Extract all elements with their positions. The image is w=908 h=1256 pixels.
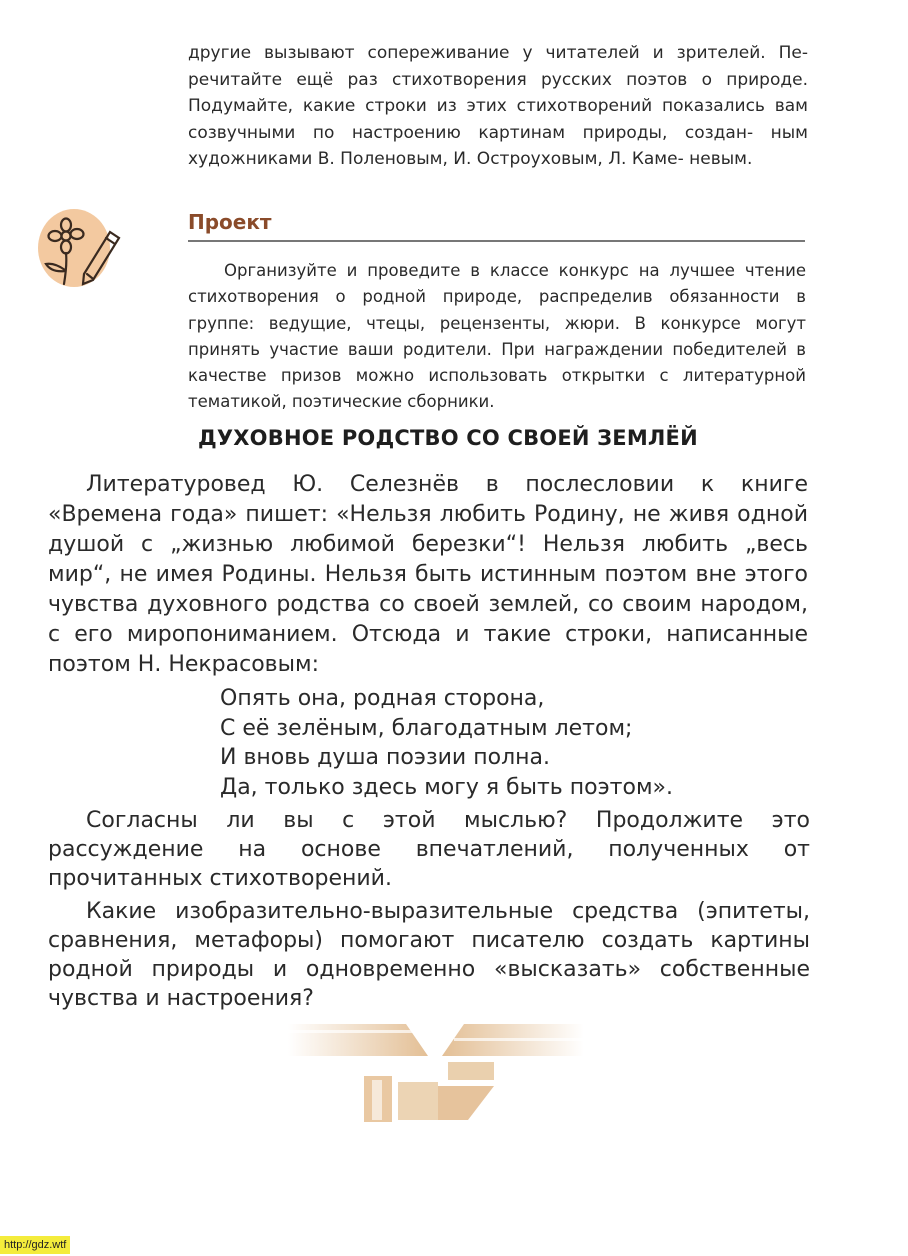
section-heading: ДУХОВНОЕ РОДСТВО СО СВОЕЙ ЗЕМЛЁЙ <box>198 426 698 450</box>
intro-line: другие вызывают сопереживание у читателей и зрителей. Пе- <box>188 43 808 63</box>
watermark-url: http://gdz.wtf <box>0 1236 70 1254</box>
main-paragraph-block <box>48 470 808 680</box>
main-paragraph: Литературовед Ю. Селезнёв в послесловии к книге «Времена года» пишет: «Нельзя любить Родину, не живя одной душой с „жизнью любимой березки“! Нельзя любить „весь мир“, не имея Родины. Нельзя быть истинным поэтом вне этого чувства духовного родства со своей землей, со своим народом, с его миропониманием. Отсюда и такие строки, написанные поэтом Н. Некрасовым: <box>48 472 808 677</box>
intro-paragraph <box>188 40 808 173</box>
project-text <box>188 258 806 416</box>
poem-line: Да, только здесь могу я быть поэтом». <box>220 774 674 800</box>
discussion-questions <box>48 806 810 1017</box>
intro-line: вам созвучными по настроению картинам природы, создан- <box>188 96 809 143</box>
project-divider <box>188 240 805 242</box>
poem-line: Опять она, родная сторона, <box>220 686 545 711</box>
question-2: Какие изобразительно-выразительные средства (эпитеты, сравнения, метафоры) помогают писателю создать картины родной природы и одновременно «высказать» собственные чувства и настроения? <box>48 899 810 1011</box>
poem-quote <box>220 684 673 802</box>
project-paragraph: Организуйте и проведите в классе конкурс на лучшее чтение стихотворения о родной природе, распределив обязанности в группе: ведущие, чтецы, рецензенты, жюри. В конкурсе могут принять участие ваши родители. При награждении победителей в качестве призов можно использовать открытки с литературной тематикой, поэтические сборники. <box>188 261 806 412</box>
intro-line: ным художниками В. Поленовым, И. Остроуховым, Л. Каме- <box>188 122 808 170</box>
question-1: Согласны ли вы с этой мыслью? Продолжите это рассуждение на основе впечатлений, полученных от прочитанных стихотворений. <box>48 808 810 891</box>
intro-line: Подумайте, какие строки из этих стихотворений показались <box>188 96 765 117</box>
poem-line: С её зелёным, благодатным летом; <box>220 715 633 741</box>
poem-line: И вновь душа поэзии полна. <box>220 745 550 770</box>
flower-pencil-icon <box>36 208 128 292</box>
intro-line: речитайте ещё раз стихотворения русских поэтов о природе. <box>188 69 808 90</box>
decorative-ornament <box>288 1016 584 1136</box>
intro-line: невым. <box>689 149 753 170</box>
project-title: Проект <box>188 210 272 234</box>
